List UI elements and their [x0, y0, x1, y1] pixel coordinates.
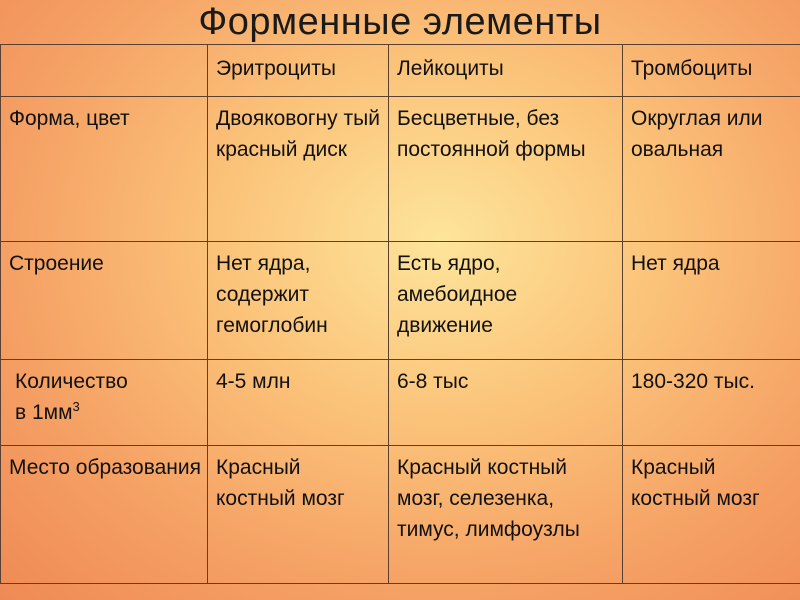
cell-erythrocytes-formation: Красный костный мозг [208, 446, 389, 584]
header-cell-platelets: Тромбоциты [623, 45, 800, 97]
header-cell-leukocytes: Лейкоциты [389, 45, 623, 97]
row-label-quantity-line2 [9, 397, 201, 428]
cell-platelets-structure: Нет ядра [623, 242, 800, 360]
row-label-quantity-superscript: 3 [72, 399, 80, 414]
cell-leukocytes-structure: Есть ядро, амебоидное движение [389, 242, 623, 360]
row-label-quantity [1, 360, 208, 446]
row-label-shape-color: Форма, цвет [1, 97, 208, 242]
cell-erythrocytes-structure: Нет ядра, содержит гемоглобин [208, 242, 389, 360]
cell-erythrocytes-quantity: 4-5 млн [208, 360, 389, 446]
cell-platelets-formation: Красный костный мозг [623, 446, 800, 584]
cell-leukocytes-formation: Красный костный мозг, селезенка, тимус, лимфоузлы [389, 446, 623, 584]
header-cell-erythrocytes: Эритроциты [208, 45, 389, 97]
cell-leukocytes-quantity: 6-8 тыс [389, 360, 623, 446]
cell-platelets-shape: Округлая или овальная [623, 97, 800, 242]
cell-erythrocytes-shape: Двояковогну тый красный диск [208, 97, 389, 242]
table-row-formation-site [1, 446, 800, 584]
page-title: Форменные элементы [198, 1, 602, 43]
row-label-formation-site: Место образования [1, 446, 208, 584]
table-row-quantity [1, 360, 800, 446]
blood-cells-table [0, 44, 800, 584]
table-row-shape-color [1, 97, 800, 242]
row-label-quantity-unit: в 1мм [15, 401, 73, 424]
table-header-row [1, 45, 800, 97]
row-label-quantity-line1: Количество [15, 370, 128, 393]
cell-leukocytes-shape: Бесцветные, без постоянной формы [389, 97, 623, 242]
cell-platelets-quantity: 180-320 тыс. [623, 360, 800, 446]
row-label-structure: Строение [1, 242, 208, 360]
header-cell-empty [1, 45, 208, 97]
table-row-structure [1, 242, 800, 360]
